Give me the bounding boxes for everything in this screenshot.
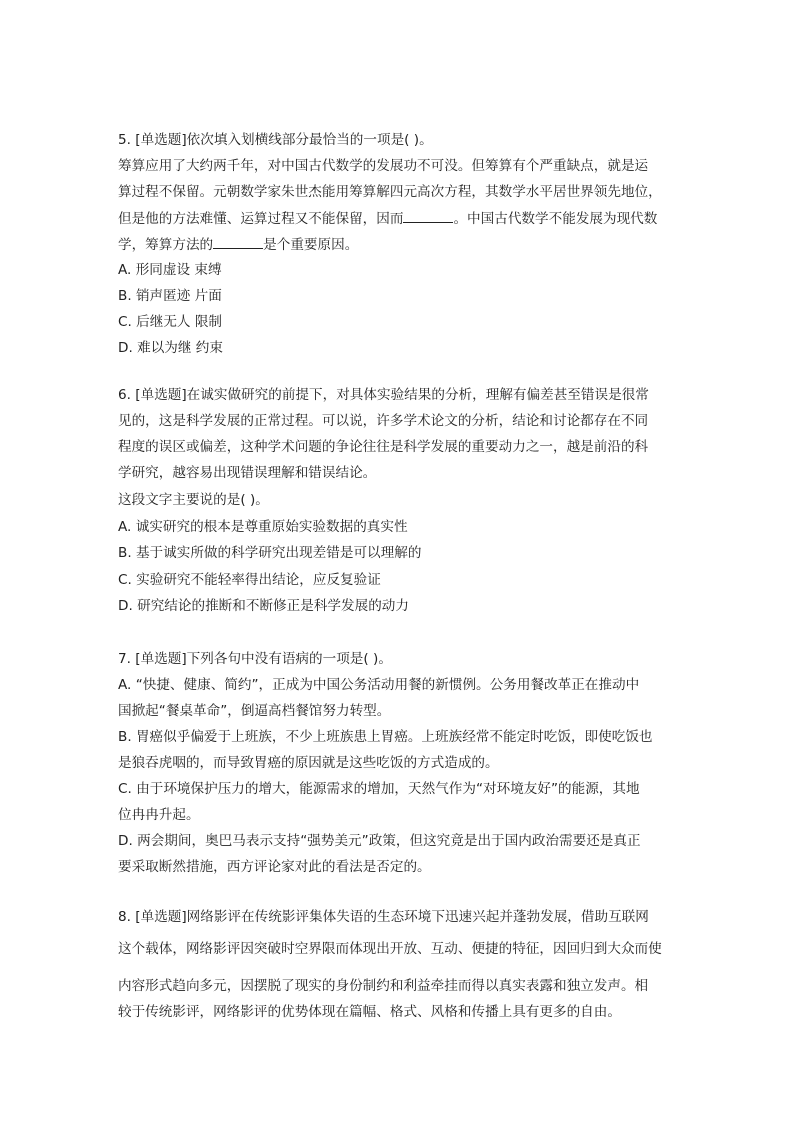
question-text-line — [118, 209, 657, 228]
option-c[interactable]: C. 由于环境保护压力的增大，能源需求的增加，天然气作为“对环境友好”的能源，其地 — [118, 781, 640, 797]
fill-blank — [213, 235, 263, 249]
option-d[interactable]: D. 难以为继 约束 — [118, 340, 223, 356]
option-a[interactable]: A. “快捷、健康、简约”，正成为中国公务活动用餐的新惯例。公务用餐改革正在推动中 — [118, 677, 640, 693]
option-d-cont[interactable]: 要采取断然措施，西方评论家对此的看法是否定的。 — [118, 859, 431, 875]
question-text-line: 内容形式趋向多元，因摆脱了现实的身份制约和利益牵挂而得以真实表露和独立发声。相 — [118, 978, 649, 994]
option-c-cont[interactable]: 位冉冉升起。 — [118, 807, 200, 823]
question-stem: 8. [单选题]网络影评在传统影评集体失语的生态环境下迅速兴起并蓬勃发展，借助互联网 — [118, 909, 649, 925]
question-text-line: 较于传统影评，网络影评的优势体现在篇幅、格式、风格和传播上具有更多的自由。 — [118, 1004, 621, 1020]
question-text-line: 这个载体，网络影评因突破时空界限而体现出开放、互动、便捷的特征，因回归到大众而使 — [118, 941, 662, 957]
option-a[interactable]: A. 形同虚设 束缚 — [118, 262, 222, 278]
question-text-line: 筹算应用了大约两千年，对中国古代数学的发展功不可没。但筹算有个严重缺点，就是运 — [118, 158, 649, 174]
option-d[interactable]: D. 研究结论的推断和不断修正是科学发展的动力 — [118, 598, 409, 614]
question-text-line: 见的，这是科学发展的正常过程。可以说，许多学术论文的分析，结论和讨论都存在不同 — [118, 413, 649, 429]
question-stem: 6. [单选题]在诚实做研究的前提下，对具体实验结果的分析，理解有偏差甚至错误是很常 — [118, 387, 649, 403]
option-b[interactable]: B. 基于诚实所做的科学研究出现差错是可以理解的 — [118, 545, 422, 561]
fill-blank — [403, 209, 453, 223]
question-text-line: 学研究，越容易出现错误理解和错误结论。 — [118, 465, 377, 481]
question-text-line: 算过程不保留。元朝数学家朱世杰能用筹算解四元高次方程，其数学水平居世界领先地位， — [118, 184, 662, 200]
question-text-line: 程度的误区或偏差，这种学术问题的争论往往是科学发展的重要动力之一，越是前沿的科 — [118, 439, 649, 455]
text-segment: 但是他的方法难懂、运算过程又不能保留，因而 — [118, 211, 404, 227]
option-d[interactable]: D. 两会期间，奥巴马表示支持“强势美元”政策，但这究竟是出于国内政治需要还是真正 — [118, 833, 641, 849]
question-stem: 5. [单选题]依次填入划横线部分最恰当的一项是( )。 — [118, 132, 433, 148]
option-c[interactable]: C. 后继无人 限制 — [118, 314, 223, 330]
option-b[interactable]: B. 销声匿迹 片面 — [118, 288, 222, 304]
text-segment: 。中国古代数学不能发展为现代数 — [453, 211, 658, 227]
question-prompt: 这段文字主要说的是( )。 — [118, 492, 269, 508]
text-segment: 是个重要原因。 — [263, 237, 359, 253]
option-b[interactable]: B. 胃癌似乎偏爱于上班族，不少上班族患上胃癌。上班族经常不能定时吃饭，即使吃饭也 — [118, 729, 653, 745]
option-b-cont[interactable]: 是狼吞虎咽的，而导致胃癌的原因就是这些吃饭的方式造成的。 — [118, 755, 499, 771]
question-stem: 7. [单选题]下列各句中没有语病的一项是( )。 — [118, 651, 392, 667]
option-a-cont[interactable]: 国掀起“餐桌革命”，倒逼高档餐馆努力转型。 — [118, 703, 391, 719]
text-segment: 学，筹算方法的 — [118, 237, 214, 253]
option-a[interactable]: A. 诚实研究的根本是尊重原始实验数据的真实性 — [118, 519, 408, 535]
option-c[interactable]: C. 实验研究不能轻率得出结论，应反复验证 — [118, 572, 381, 588]
question-text-line — [118, 235, 358, 254]
